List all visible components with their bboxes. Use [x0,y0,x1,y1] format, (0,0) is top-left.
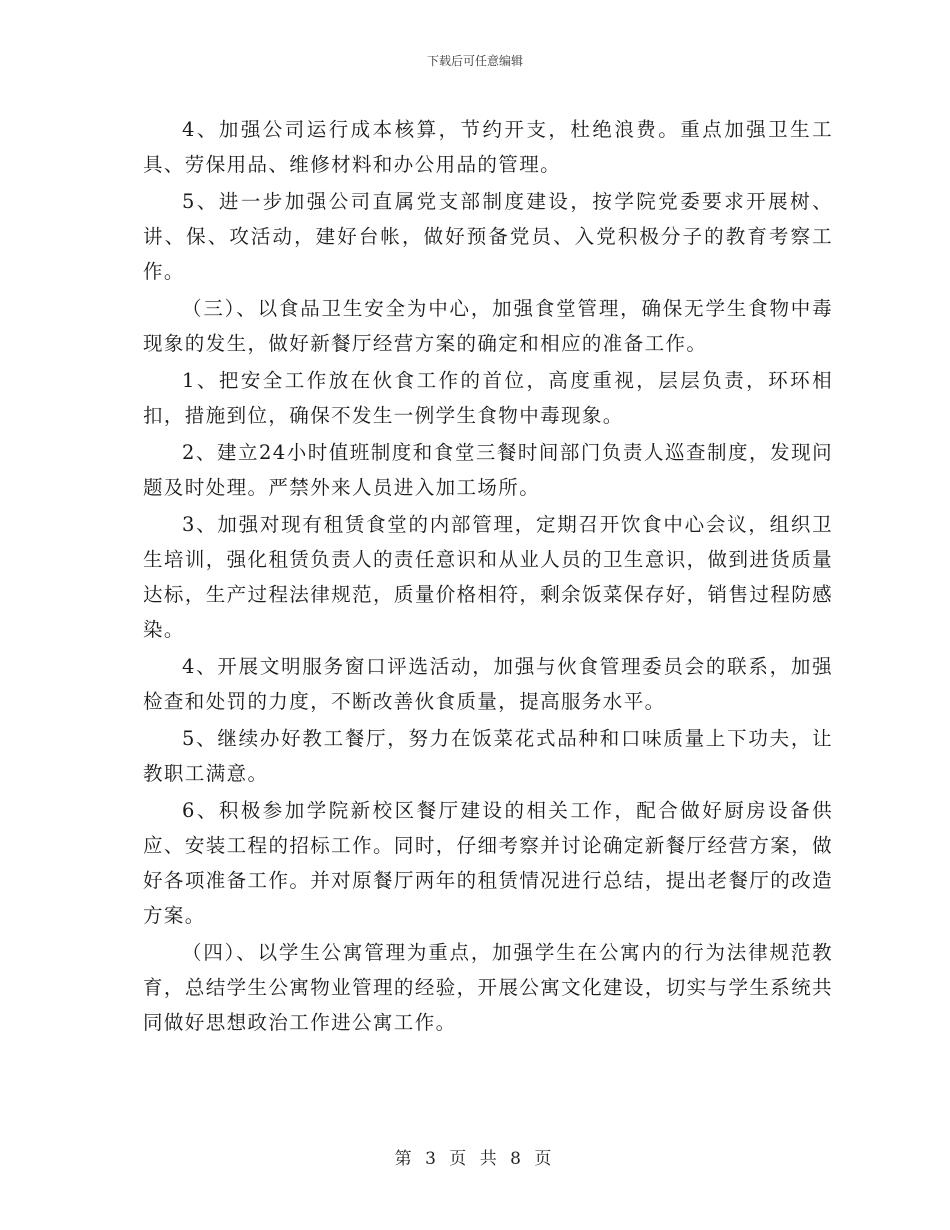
document-body [143,112,833,1042]
paragraph-item-4-service: 4、开展文明服务窗口评选活动，加强与伙食管理委员会的联系，加强检查和处罚的力度，不断改善伙食质量，提高服务水平。 [143,655,833,713]
page-header-note: 下载后可任意编辑 [426,54,523,68]
paragraph-item-1-safety: 1、把安全工作放在伙食工作的首位，高度重视，层层负责，环环相扣，措施到位，确保不发生一例学生食物中毒现象。 [143,369,833,427]
section-heading-3-food-safety: （三）、以食品卫生安全为中心，加强食堂管理，确保无学生食物中毒现象的发生，做好新餐厅经营方案的确定和相应的准备工作。 [143,297,833,355]
paragraph-item-4-cost: 4、加强公司运行成本核算，节约开支，杜绝浪费。重点加强卫生工具、劳保用品、维修材料和办公用品的管理。 [143,118,833,176]
section-heading-4-apartment: （四）、以学生公寓管理为重点，加强学生在公寓内的行为法律规范教育，总结学生公寓物业管理的经验，开展公寓文化建设，切实与学生系统共同做好思想政治工作进公寓工作。 [143,941,833,1034]
paragraph-item-2-duty: 2、建立24小时值班制度和食堂三餐时间部门负责人巡查制度，发现问题及时处理。严禁外来人员进入加工场所。 [143,441,833,499]
paragraph-item-3-canteen: 3、加强对现有租赁食堂的内部管理，定期召开饮食中心会议，组织卫生培训，强化租赁负责人的责任意识和从业人员的卫生意识，做到进货质量达标，生产过程法律规范，质量价格相符，剩余饭菜保存好，销售过程防感染。 [143,513,833,641]
paragraph-item-6-new-campus: 6、积极参加学院新校区餐厅建设的相关工作，配合做好厨房设备供应、安装工程的招标工作。同时，仔细考察并讨论确定新餐厅经营方案，做好各项准备工作。并对原餐厅两年的租赁情况进行总结，提出老餐厅的改造方案。 [143,799,833,927]
paragraph-item-5-staff-restaurant: 5、继续办好教工餐厅，努力在饭菜花式品种和口味质量上下功夫，让教职工满意。 [143,727,833,785]
page-number: 第 3 页 共 8 页 [394,1149,556,1169]
paragraph-item-5-party: 5、进一步加强公司直属党支部制度建设，按学院党委要求开展树、讲、保、攻活动，建好台帐，做好预备党员、入党积极分子的教育考察工作。 [143,190,833,283]
